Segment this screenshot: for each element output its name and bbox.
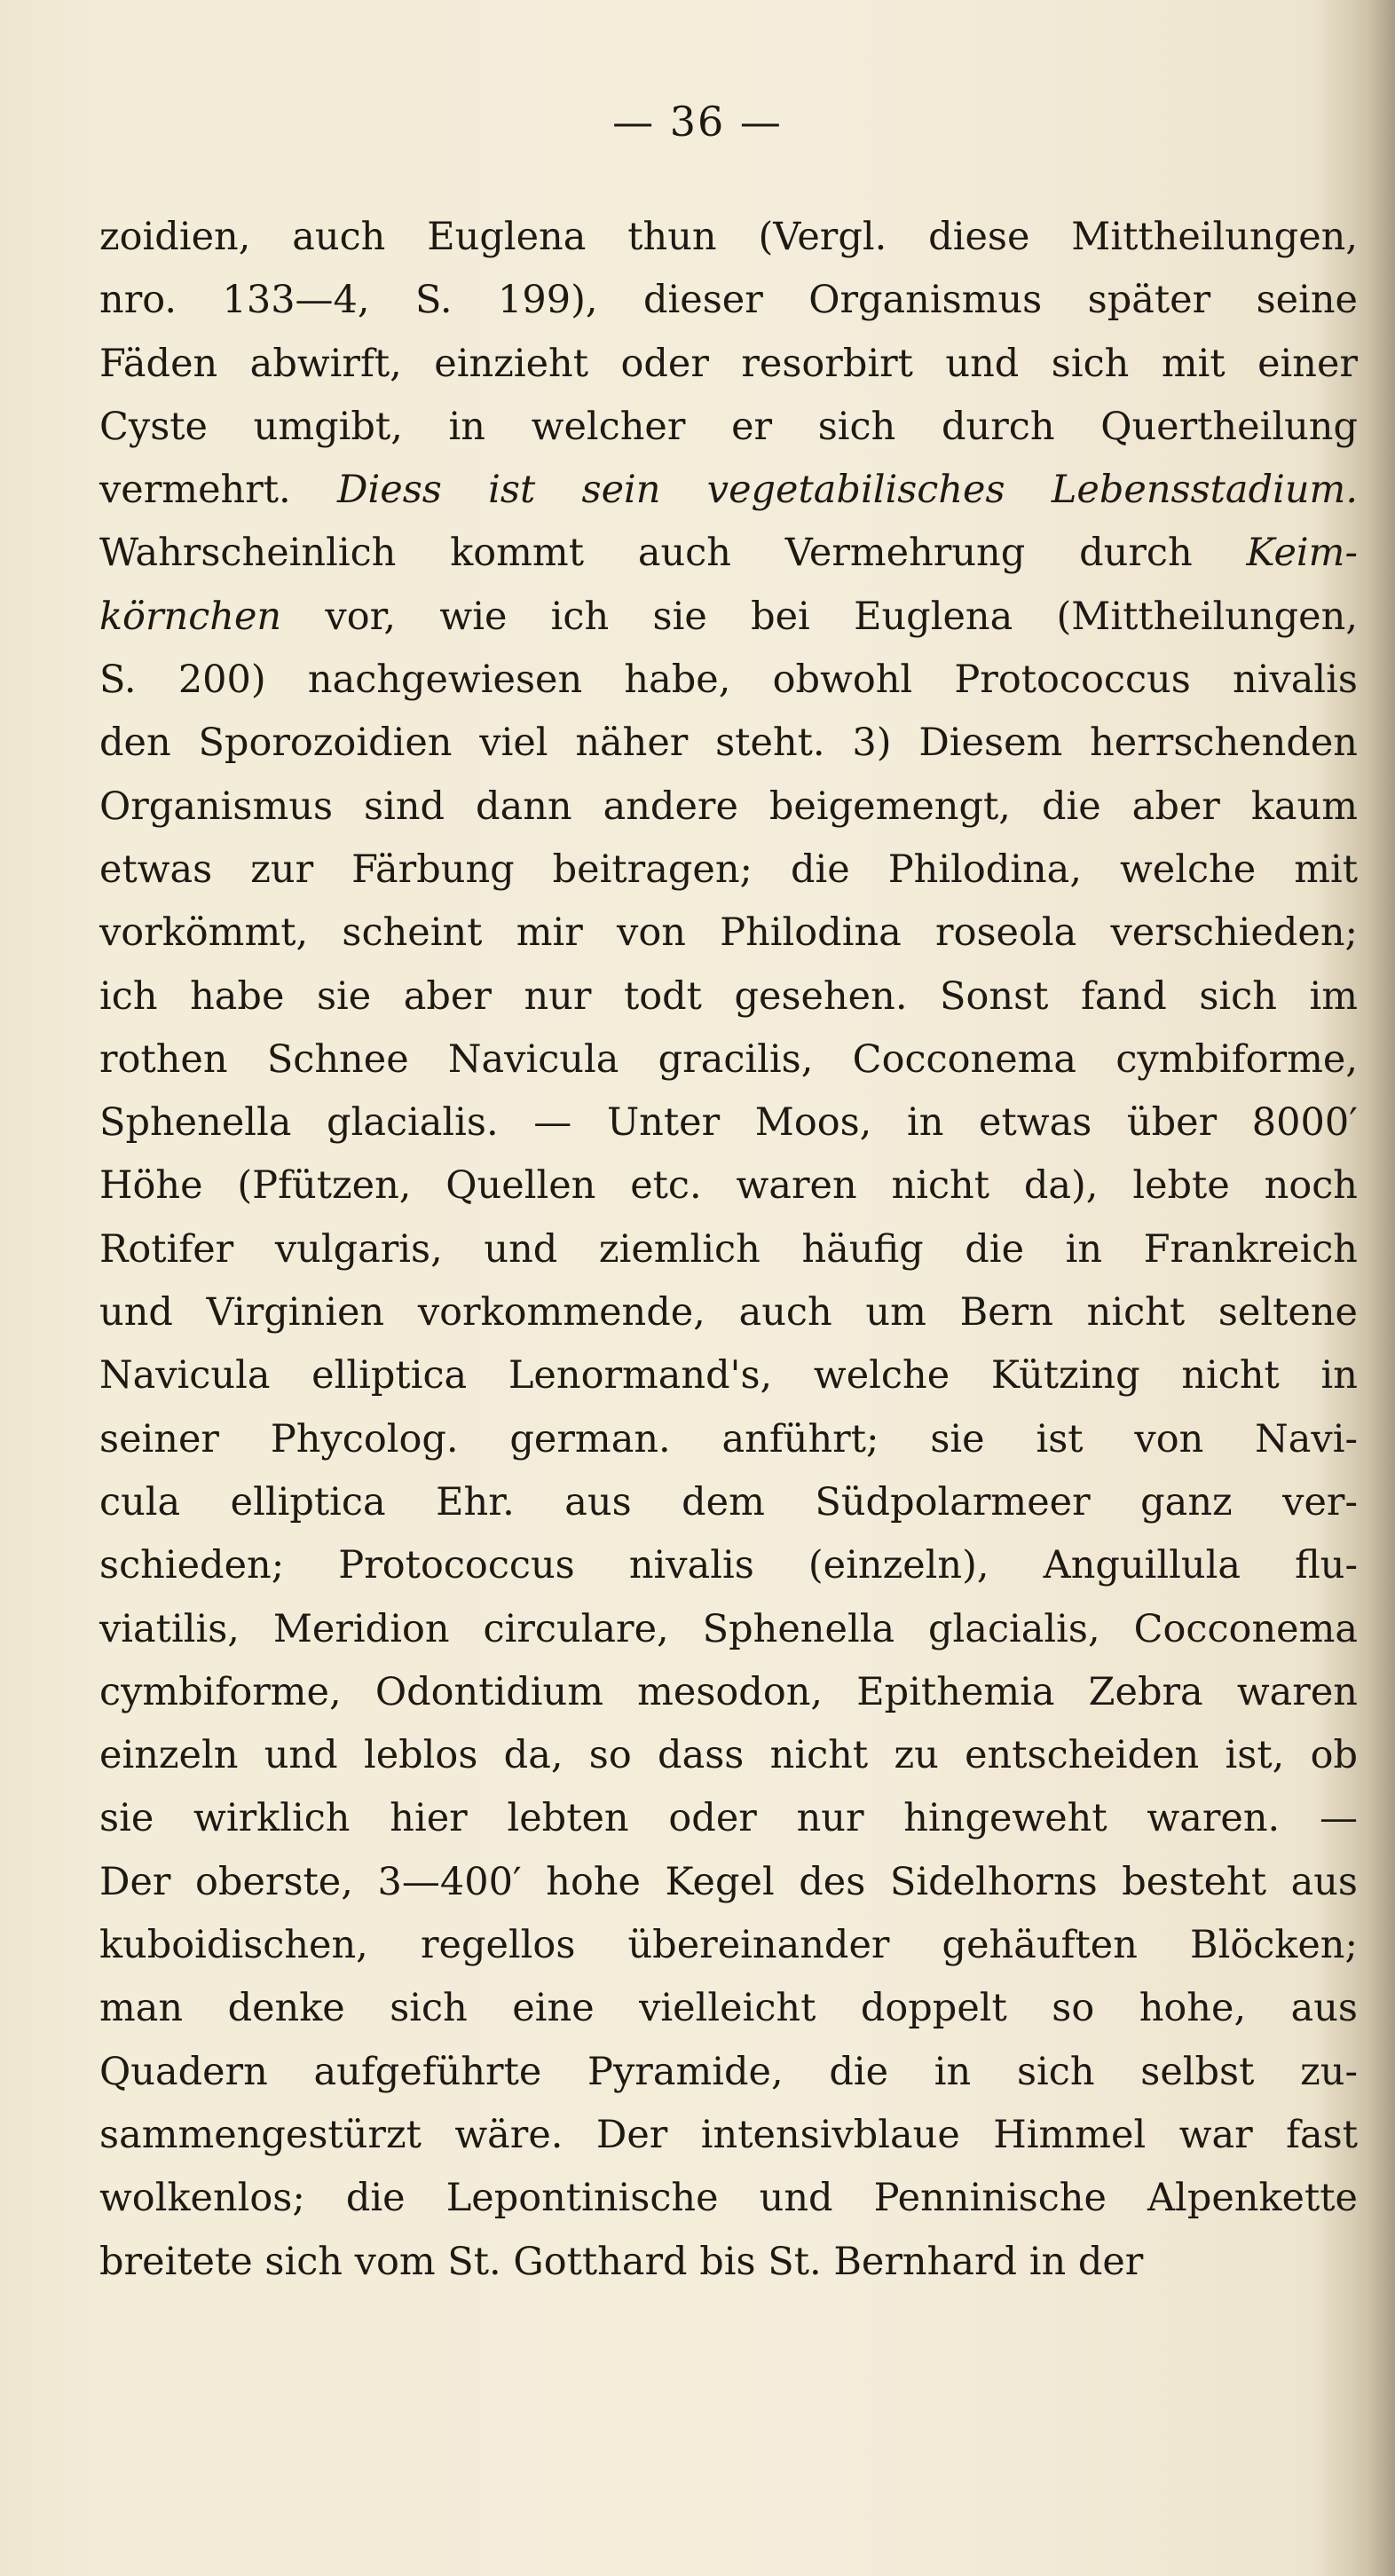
text-line — [99, 649, 1358, 712]
text-segment: zoidien, auch Euglena thun (Vergl. diese Mittheilungen, — [99, 215, 1358, 259]
text-segment: sammengestürzt wäre. Der intensivblaue Himmel war fast — [99, 2112, 1358, 2157]
text-segment: viatilis, Meridion circulare, Sphenella glacialis, Cocconema — [99, 1606, 1358, 1651]
text-segment: Rotifer vulgaris, und ziemlich häufig die in Frankreich — [99, 1226, 1358, 1272]
text-segment: Organismus sind dann andere beigemengt, die aber kaum — [99, 784, 1358, 829]
text-line — [99, 1091, 1358, 1154]
text-line — [99, 1598, 1358, 1661]
text-segment: kuboidischen, regellos übereinander gehäuften Blöcken; — [99, 1923, 1358, 1968]
text-line — [99, 1724, 1358, 1787]
text-line — [99, 1661, 1358, 1724]
text-segment: und Virginien vorkommende, auch um Bern nicht seltene — [99, 1290, 1358, 1335]
text-segment: cymbiforme, Odontidium mesodon, Epithemia Zebra waren — [99, 1669, 1358, 1714]
text-line — [99, 839, 1358, 902]
text-line — [99, 459, 1358, 522]
text-segment: man denke sich eine vielleicht doppelt so hohe, aus — [99, 1986, 1358, 2031]
text-segment: nro. 133—4, S. 199), dieser Organismus später seine — [99, 278, 1358, 323]
text-segment: Fäden abwirft, einzieht oder resorbirt und sich mit einer — [99, 341, 1358, 386]
text-segment: schieden; Protococcus nivalis (einzeln), Anguillula flu- — [99, 1543, 1358, 1588]
text-segment: Sphenella glacialis. — Unter Moos, in etwas über 8000′ — [99, 1100, 1358, 1146]
text-segment: vorkömmt, scheint mir von Philodina roseola verschieden; — [99, 910, 1358, 956]
text-segment: breitete sich vom St. Gotthard bis St. Bernhard in der — [99, 2239, 1144, 2284]
text-segment: cula elliptica Ehr. aus dem Südpolarmeer ganz ver- — [99, 1479, 1358, 1524]
text-line — [99, 333, 1358, 396]
text-line — [99, 712, 1358, 775]
body-text — [99, 206, 1358, 2294]
text-segment: Wahrscheinlich kommt auch Vermehrung durch — [99, 531, 1247, 576]
text-line — [99, 2041, 1358, 2104]
text-line — [99, 1218, 1358, 1281]
text-line — [99, 1281, 1358, 1344]
text-segment: einzeln und leblos da, so dass nicht zu entscheiden ist, ob — [99, 1733, 1358, 1778]
text-segment: vermehrt. — [99, 468, 338, 513]
text-line — [99, 396, 1358, 459]
text-line — [99, 2231, 1358, 2294]
text-segment: den Sporozoidien viel näher steht. 3) Diesem herrschenden — [99, 721, 1358, 766]
text-segment: S. 200) nachgewiesen habe, obwohl Protococcus nivalis — [99, 658, 1358, 703]
italic-text: Diess ist sein vegetabilisches Lebensstadium. — [337, 468, 1358, 513]
text-line — [99, 1344, 1358, 1407]
text-segment: Navicula elliptica Lenormand's, welche Kützing nicht in — [99, 1353, 1358, 1398]
text-segment: wolkenlos; die Lepontinische und Penninische Alpenkette — [99, 2176, 1358, 2221]
text-line — [99, 1154, 1358, 1217]
text-segment: Höhe (Pfützen, Quellen etc. waren nicht da), lebte noch — [99, 1163, 1358, 1209]
text-segment: rothen Schnee Navicula gracilis, Cocconema cymbiforme, — [99, 1036, 1358, 1082]
text-line — [99, 2167, 1358, 2230]
text-line — [99, 965, 1358, 1028]
text-line — [99, 1471, 1358, 1534]
text-line — [99, 1787, 1358, 1850]
page-number-header: — 36 — — [612, 98, 783, 146]
text-segment: etwas zur Färbung beitragen; die Philodina, welche mit — [99, 847, 1358, 892]
text-line — [99, 1914, 1358, 1977]
italic-text: körnchen — [99, 594, 282, 639]
text-line — [99, 1851, 1358, 1914]
text-line — [99, 522, 1358, 585]
text-line — [99, 586, 1358, 649]
text-segment: Cyste umgibt, in welcher er sich durch Quertheilung — [99, 404, 1358, 449]
text-line — [99, 269, 1358, 332]
text-line — [99, 1534, 1358, 1597]
text-segment: Quadern aufgeführte Pyramide, die in sich selbst zu- — [99, 2049, 1358, 2094]
text-segment: Der oberste, 3—400′ hohe Kegel des Sidelhorns besteht aus — [99, 1859, 1358, 1904]
text-segment: ich habe sie aber nur todt gesehen. Sonst fand sich im — [99, 973, 1358, 1019]
text-line — [99, 776, 1358, 839]
text-segment: seiner Phycolog. german. anführt; sie ist von Navi- — [99, 1416, 1358, 1461]
text-line — [99, 206, 1358, 269]
text-segment: vor, wie ich sie bei Euglena (Mittheilungen, — [281, 594, 1358, 639]
text-line — [99, 1977, 1358, 2040]
text-line — [99, 1028, 1358, 1091]
text-line — [99, 1408, 1358, 1471]
text-line — [99, 2104, 1358, 2167]
text-segment: sie wirklich hier lebten oder nur hingeweht waren. — — [99, 1796, 1358, 1841]
italic-text: Keim- — [1246, 531, 1358, 576]
text-line — [99, 902, 1358, 965]
